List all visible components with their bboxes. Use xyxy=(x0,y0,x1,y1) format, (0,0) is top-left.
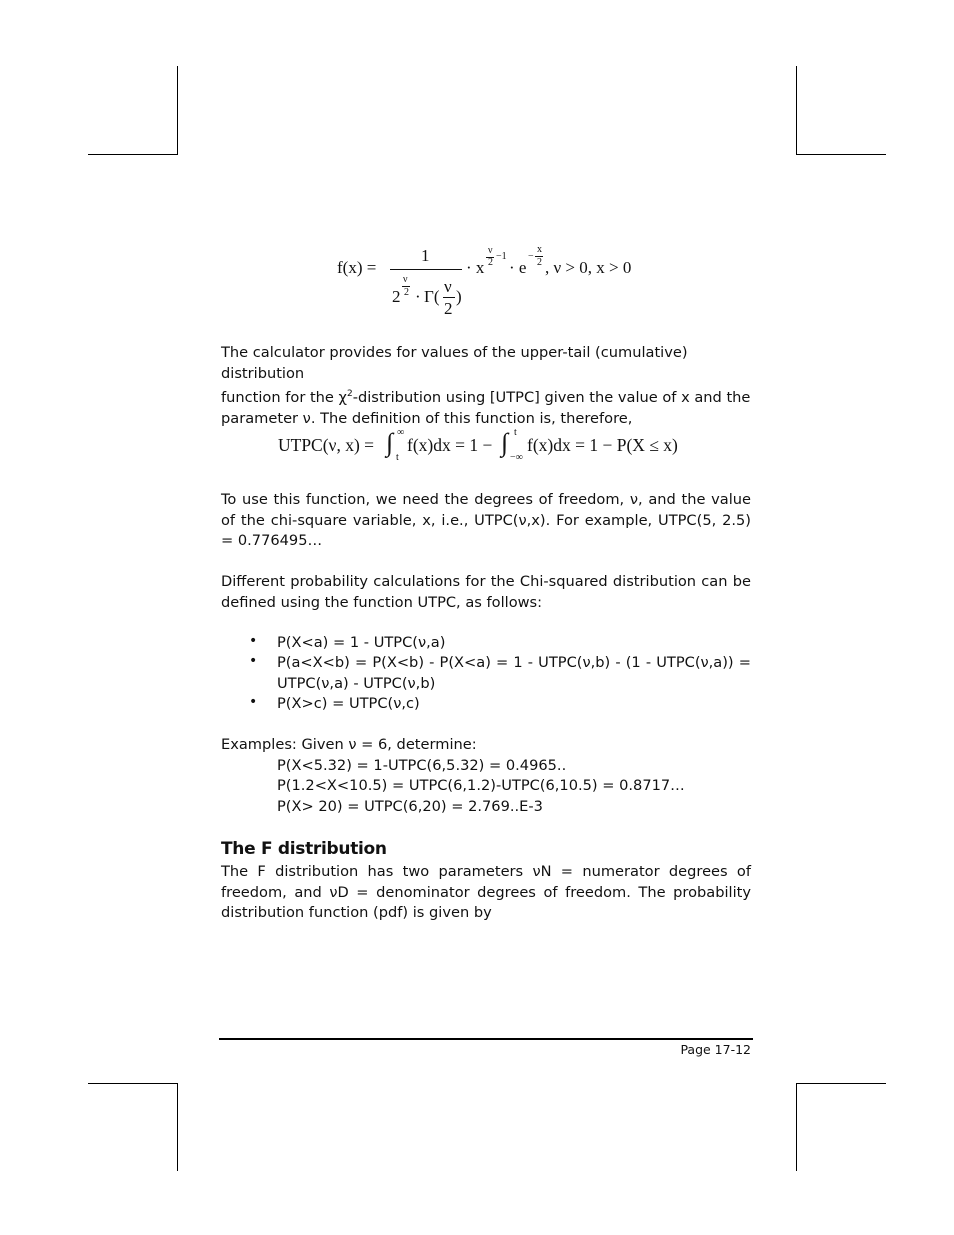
crop-mark-top-left-horizontal xyxy=(88,154,178,155)
bullet-marker: • xyxy=(249,653,258,669)
integral2-upper-limit: t xyxy=(514,427,517,438)
integral-sign-1: ∫ xyxy=(386,428,394,457)
utpc-usage-paragraph: To use this function, we need the degrees of freedom, ν, and the value of the chi-square variable, x, i.e., UTPC(ν,x). For example, UTPC(5, 2.5) = 0.776495… xyxy=(221,491,751,550)
example-3: P(X> 20) = UTPC(6,20) = 2.769..E-3 xyxy=(277,798,543,815)
denominator-exponent-den: 2 xyxy=(404,287,409,298)
x-exponent-nu: ν xyxy=(488,245,493,256)
integral1-lower-limit: t xyxy=(396,452,399,463)
example-1: P(X<5.32) = 1-UTPC(6,5.32) = 0.4965.. xyxy=(277,757,567,774)
bullet-marker: • xyxy=(249,694,258,710)
example-2: P(1.2<X<10.5) = UTPC(6,1.2)-UTPC(6,10.5) = 0.8717… xyxy=(277,777,685,794)
utpc-lhs: UTPC(ν, x) = xyxy=(278,435,375,455)
para1-line1: The calculator provides for values of the upper-tail (cumulative) distribution xyxy=(221,344,688,382)
gamma-arg-nu: ν xyxy=(444,277,452,296)
e-exponent-x: x xyxy=(537,244,542,255)
e-term: · e xyxy=(509,258,527,277)
e-exponent-two: 2 xyxy=(537,257,542,268)
f-distribution-paragraph: The F distribution has two parameters νN = numerator degrees of freedom, and νD = denominator degrees of freedom. The probability distribution function (pdf) is given by xyxy=(221,863,751,922)
para1-line3: parameter ν. The definition of this function is, therefore, xyxy=(221,409,633,427)
section-heading: The F distribution xyxy=(221,839,387,859)
chi-square-superscript: 2 xyxy=(346,389,353,400)
gamma-close-paren: ) xyxy=(456,287,462,306)
page-number: Page 17-12 xyxy=(680,1042,751,1057)
formula-conditions: , ν > 0, x > 0 xyxy=(545,258,632,277)
gamma-arg-bar xyxy=(443,297,455,298)
integral1-upper-limit: ∞ xyxy=(397,427,405,438)
denominator-dot: · xyxy=(415,287,421,306)
formula-numerator: 1 xyxy=(421,246,430,265)
utpc-intro-paragraph xyxy=(221,343,751,429)
examples-intro: Examples: Given ν = 6, determine: xyxy=(221,736,477,753)
crop-mark-bottom-right-vertical xyxy=(796,1083,797,1171)
bullet-marker: • xyxy=(249,633,258,649)
utpc-middle-1: f(x)dx = 1 − xyxy=(407,435,493,455)
crop-mark-bottom-left-vertical xyxy=(177,1083,178,1171)
para1-line2-post: -distribution using [UTPC] given the value of x and the xyxy=(352,389,751,407)
footer-rule xyxy=(219,1038,753,1040)
bullet-item-2: P(a<X<b) = P(X<b) - P(X<a) = 1 - UTPC(ν,b) - (1 - UTPC(ν,a)) = UTPC(ν,a) - UTPC(ν,b) xyxy=(277,654,751,692)
formula-lhs: f(x) = xyxy=(337,258,377,277)
denominator-exponent-num: ν xyxy=(403,274,408,285)
probability-calculations-paragraph: Different probability calculations for the Chi-squared distribution can be defined using the function UTPC, as follows: xyxy=(221,573,751,611)
utpc-middle-2: f(x)dx = 1 − P(X ≤ x) xyxy=(527,435,678,455)
fraction-bar xyxy=(390,269,462,270)
x-exponent-two: 2 xyxy=(488,257,493,268)
x-exponent-minus-one: −1 xyxy=(496,251,507,262)
para1-line2-pre: function for the χ xyxy=(221,389,347,407)
crop-mark-bottom-left-horizontal xyxy=(88,1083,178,1084)
e-exponent-minus: − xyxy=(528,251,534,262)
integral2-lower-limit: −∞ xyxy=(510,452,523,463)
crop-mark-top-left-vertical xyxy=(177,66,178,155)
crop-mark-top-right-vertical xyxy=(796,66,797,155)
denominator-base: 2 xyxy=(392,287,401,306)
gamma-arg-two: 2 xyxy=(444,299,453,318)
para1-line2 xyxy=(221,384,751,408)
gamma-function: Γ( xyxy=(424,287,440,306)
bullet-item-3: P(X>c) = UTPC(ν,c) xyxy=(277,695,420,712)
crop-mark-top-right-horizontal xyxy=(796,154,886,155)
x-term: · x xyxy=(466,258,485,277)
crop-mark-bottom-right-horizontal xyxy=(796,1083,886,1084)
integral-sign-2: ∫ xyxy=(501,428,509,457)
bullet-item-1: P(X<a) = 1 - UTPC(ν,a) xyxy=(277,634,446,651)
